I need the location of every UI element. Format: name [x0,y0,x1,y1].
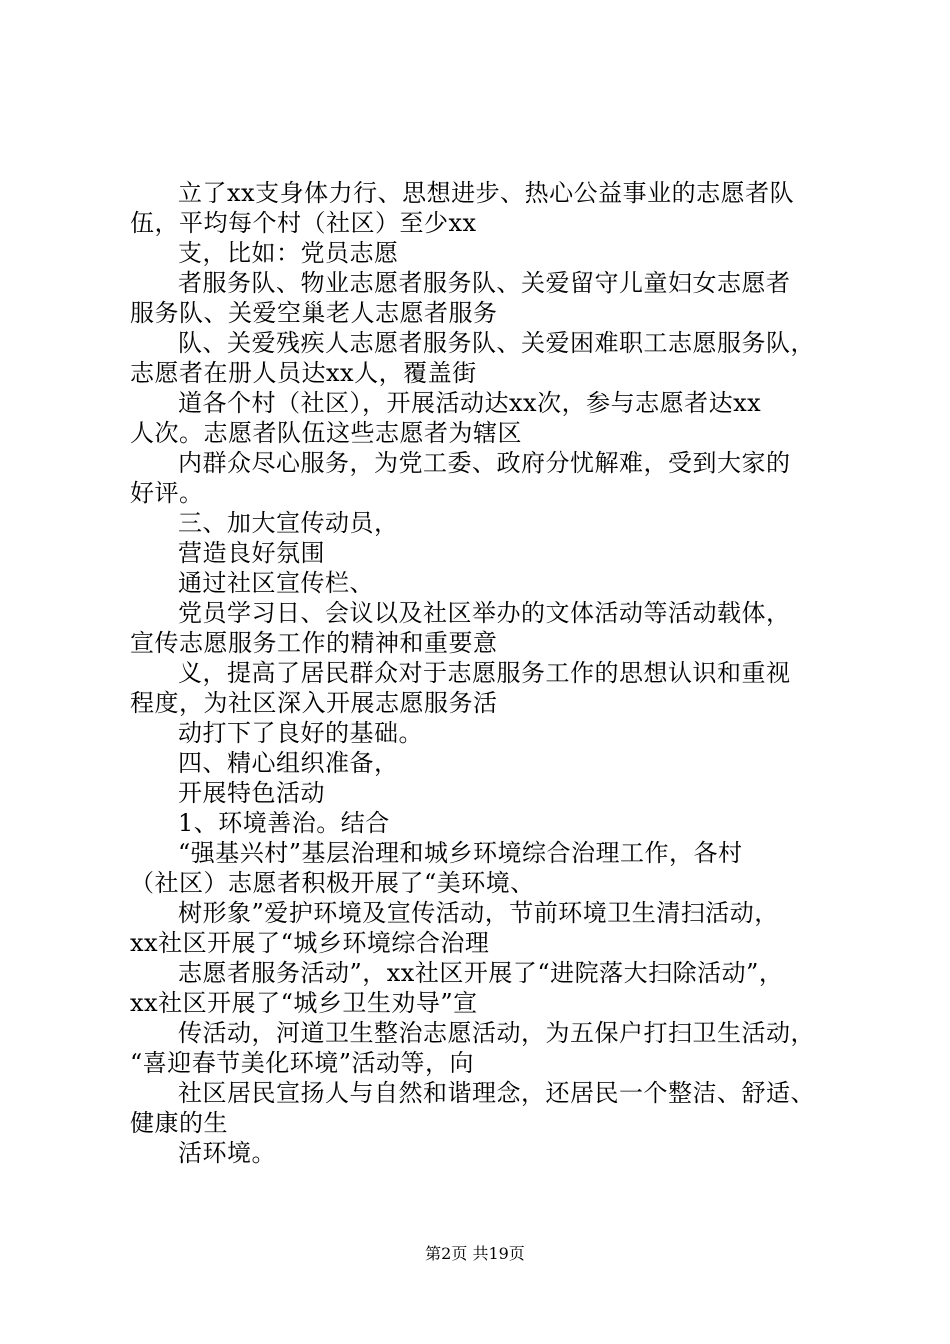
paragraph-line: 健康的生 [130,1109,228,1137]
paragraph-line: 好评。 [130,479,204,507]
paragraph-line: 伍，平均每个村（社区）至少xx [130,209,477,237]
page-footer: 第2页 共19页 [425,1244,525,1263]
paragraph-line: 支，比如：党员志愿 [178,239,399,267]
section-heading: 三、加大宣传动员， [178,509,399,537]
paragraph-line: 服务队、关爱空巢老人志愿者服务 [130,299,498,327]
paragraph-line: 活环境。 [178,1139,276,1167]
paragraph-line: 党员学习日、会议以及社区举办的文体活动等活动载体， [178,599,791,627]
paragraph-line: “强基兴村”基层治理和城乡环境综合治理工作，各村 [178,839,743,867]
paragraph-line: 者服务队、物业志愿者服务队、关爱留守儿童妇女志愿者 [178,269,791,297]
paragraph-line: 志愿者服务活动”，xx社区开展了“进院落大扫除活动”， [178,959,784,987]
paragraph-line: 队、关爱残疾人志愿者服务队、关爱困难职工志愿服务队， [178,329,815,357]
section-heading: 开展特色活动 [178,779,325,807]
paragraph-line: 内群众尽心服务，为党工委、政府分忧解难，受到大家的 [178,449,791,477]
paragraph-line: 通过社区宣传栏、 [178,569,374,597]
paragraph-line: 社区居民宣扬人与自然和谐理念，还居民一个整洁、舒适、 [178,1079,815,1107]
paragraph-line: xx社区开展了“城乡卫生劝导”宣 [130,989,478,1017]
paragraph-line: 义，提高了居民群众对于志愿服务工作的思想认识和重视 [178,659,791,687]
paragraph-line: “喜迎春节美化环境”活动等，向 [130,1049,475,1077]
section-heading: 营造良好氛围 [178,539,325,567]
paragraph-line: 树形象”爱护环境及宣传活动，节前环境卫生清扫活动， [178,899,779,927]
paragraph-line: 动打下了良好的基础。 [178,719,423,747]
paragraph-line: xx社区开展了“城乡环境综合治理 [130,929,490,957]
section-heading: 四、精心组织准备， [178,749,399,777]
paragraph-line: 程度，为社区深入开展志愿服务活 [130,689,498,717]
paragraph-line: 志愿者在册人员达xx人，覆盖街 [130,359,477,387]
paragraph-line: 宣传志愿服务工作的精神和重要意 [130,629,498,657]
paragraph-line: 人次。志愿者队伍这些志愿者为辖区 [130,419,522,447]
paragraph-line: 传活动，河道卫生整治志愿活动，为五保户打扫卫生活动， [178,1019,815,1047]
paragraph-line: 道各个村（社区），开展活动达xx次，参与志愿者达xx [178,389,762,417]
subsection-heading: 1、环境善治。结合 [178,809,390,837]
paragraph-line: （社区）志愿者积极开展了“美环境、 [130,869,535,897]
paragraph-line: 立了xx支身体力行、思想进步、热心公益事业的志愿者队 [178,179,795,207]
